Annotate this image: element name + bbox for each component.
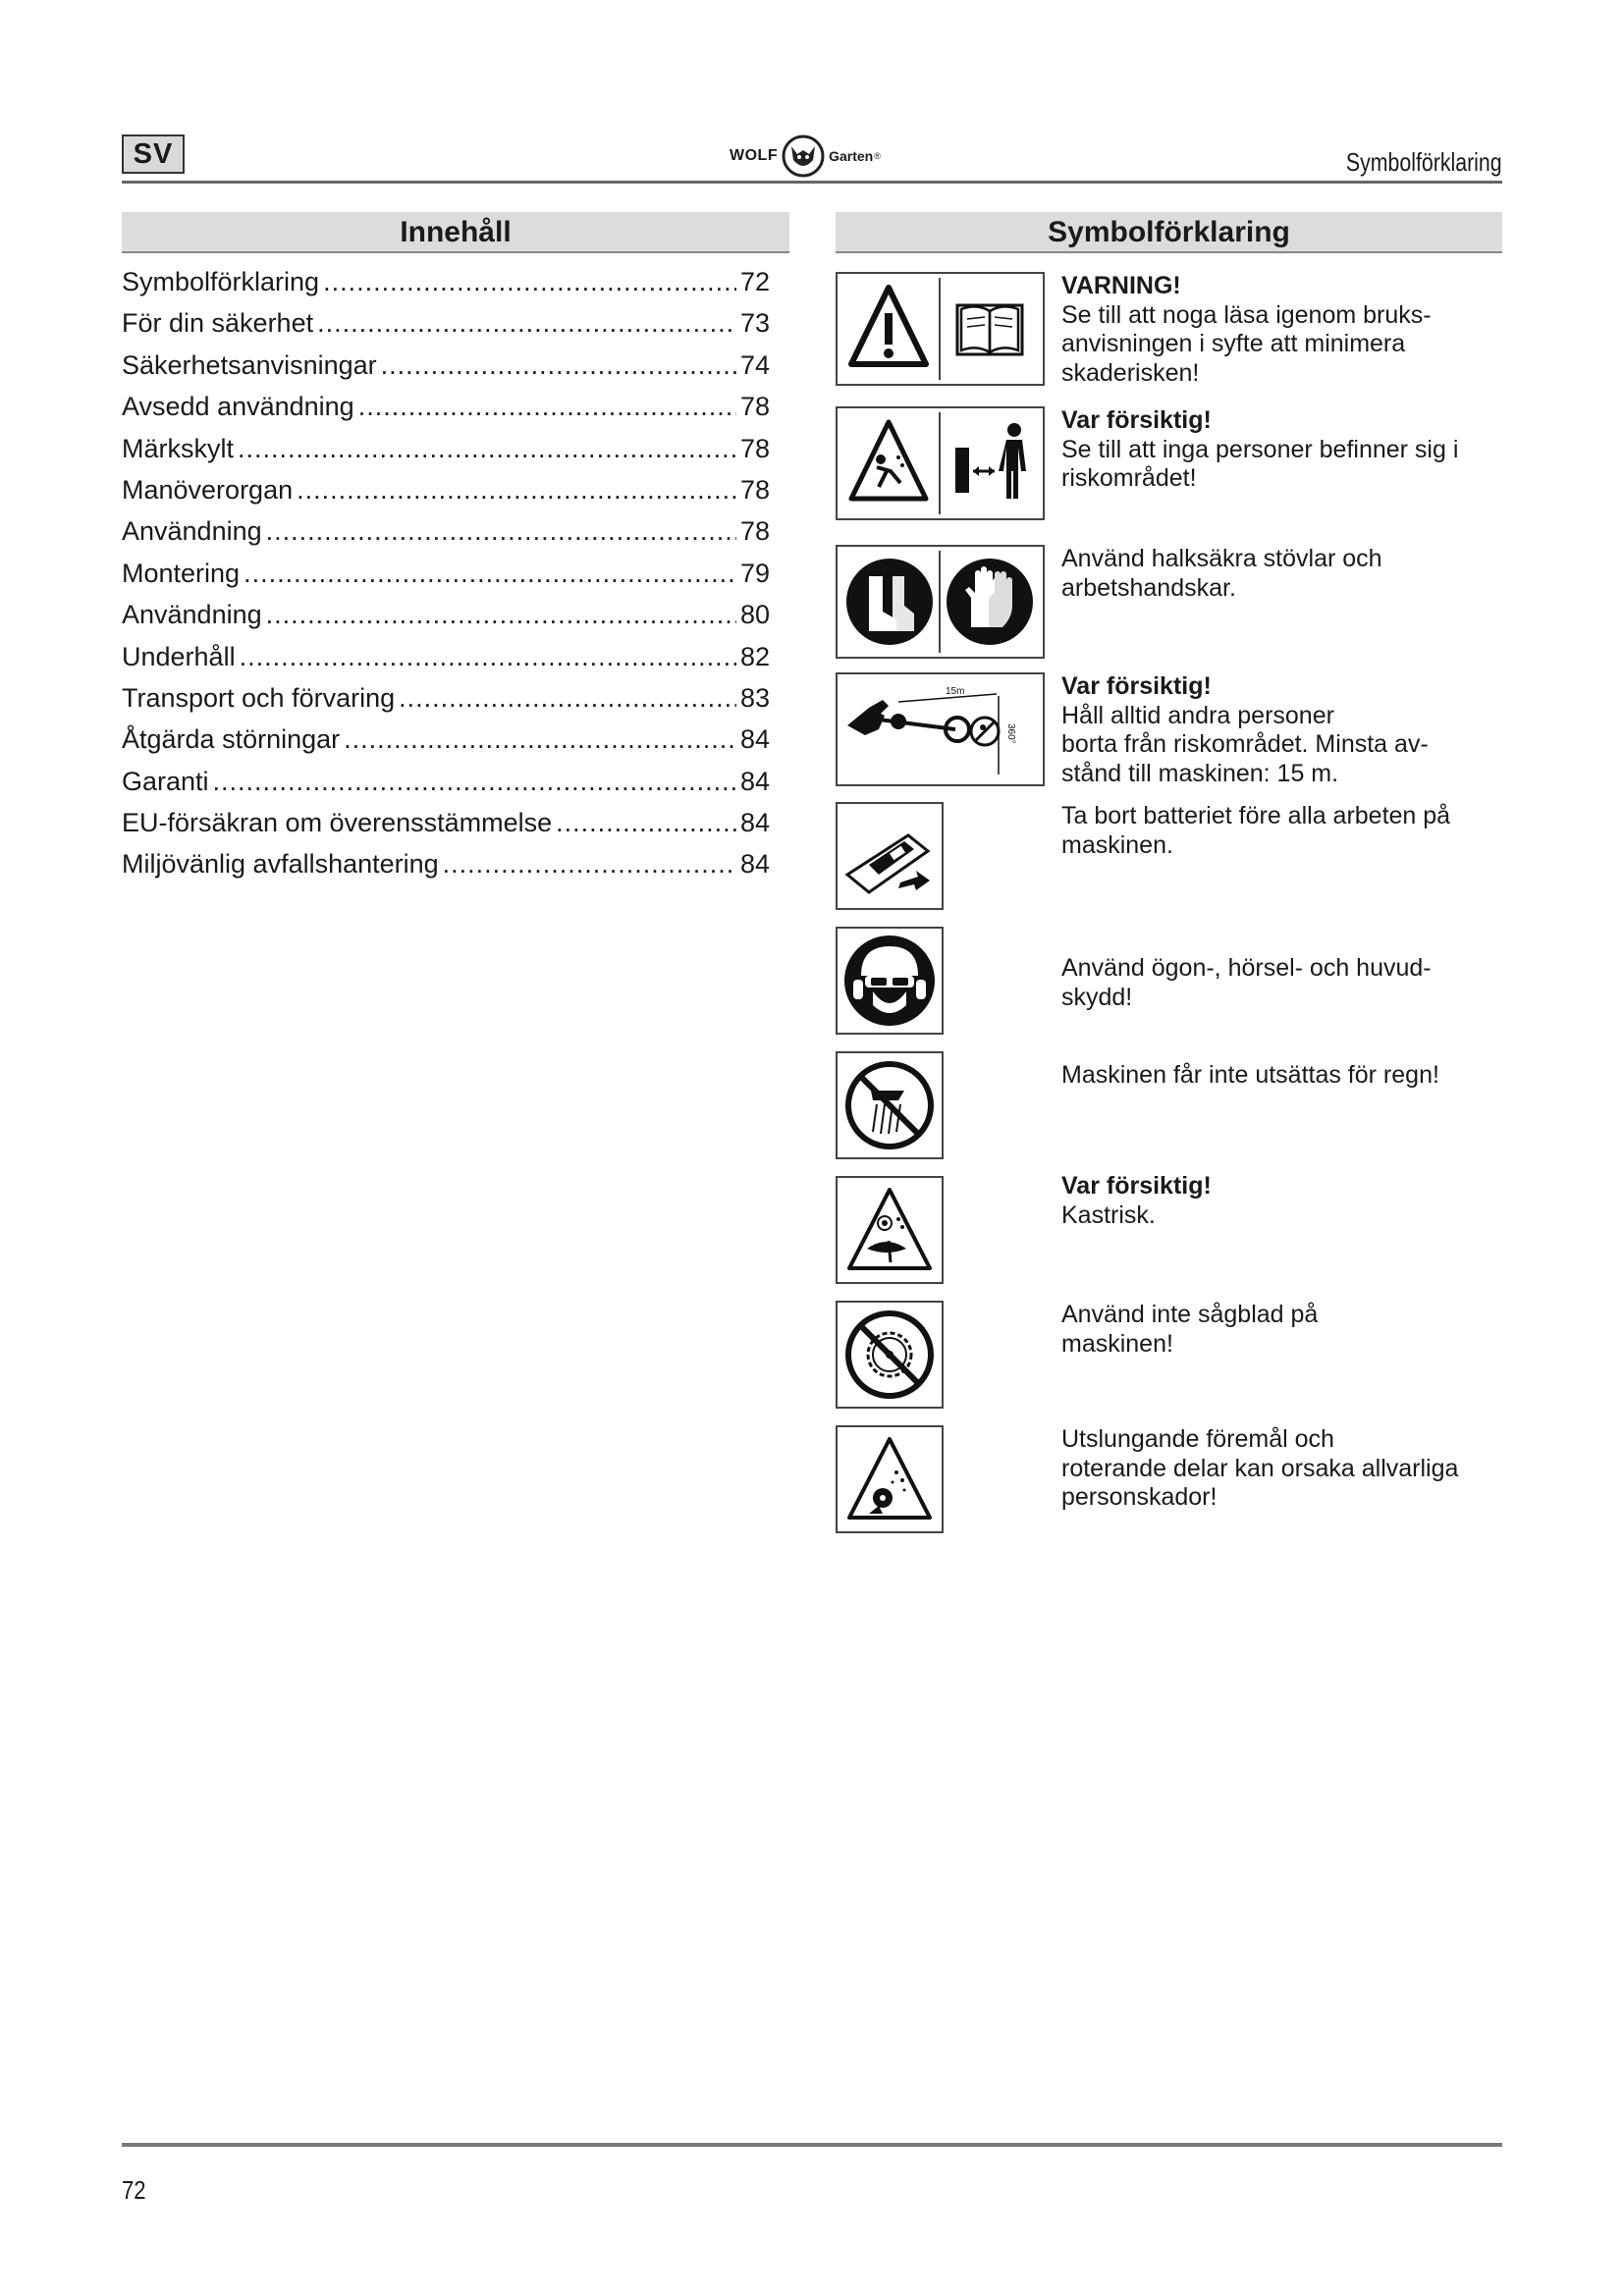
- arrow-icon: [898, 871, 930, 890]
- symbol-description: VARNING! Se till att noga läsa igenom bruks- anvisningen i syfte att minimera skaderisken!: [1061, 272, 1432, 387]
- symbol-description: Använd ögon-, hörsel- och huvud- skydd!: [1061, 954, 1432, 1011]
- toc-entry[interactable]: Montering ..... 79: [122, 559, 770, 600]
- toc-entry[interactable]: Garanti ..... 84: [122, 767, 770, 808]
- symbol-description: Maskinen får inte utsättas för regn!: [1061, 1061, 1439, 1089]
- no-saw-blade-sign: [836, 1301, 944, 1409]
- footer-divider: [122, 2143, 1502, 2147]
- toc-entry[interactable]: Åtgärda störningar ..... 84: [122, 724, 770, 766]
- throw-risk-triangle-icon: [849, 1190, 930, 1268]
- brand-logo: WOLF Garten ®: [730, 129, 881, 184]
- ejected-objects-sign: [836, 1425, 944, 1533]
- page-number: 72: [122, 2175, 146, 2205]
- symbol-description: Utslungande föremål och roterande delar kan orsaka allvarliga personskador!: [1061, 1425, 1459, 1511]
- symbol-description: Var försiktig! Håll alltid andra personer borta från riskområdet. Minsta av- stånd till maskinen: 15 m.: [1061, 672, 1429, 787]
- toc-entry[interactable]: Användning ..... 80: [122, 600, 770, 641]
- toc-entry[interactable]: För din säkerhet ..... 73: [122, 308, 770, 349]
- toc-entry[interactable]: Avsedd användning ..... 78: [122, 392, 770, 433]
- symbol-description: Använd halksäkra stövlar och arbetshandskar.: [1061, 545, 1382, 602]
- symbol-description: Ta bort batteriet före alla arbeten på maskinen.: [1061, 802, 1451, 859]
- symbols-title: Symbolförklaring: [836, 212, 1502, 253]
- toc-entry[interactable]: Märkskylt ..... 78: [122, 434, 770, 475]
- ppe-head-sign: [836, 927, 944, 1035]
- toc-entry[interactable]: Underhåll ..... 82: [122, 642, 770, 683]
- ejected-objects-triangle-icon: [849, 1439, 930, 1518]
- logo-text-right: Garten: [829, 148, 874, 164]
- symbol-description: Var försiktig! Kastrisk.: [1061, 1172, 1212, 1229]
- throw-risk-sign: [836, 1176, 944, 1284]
- toc-title: Innehåll: [122, 212, 789, 253]
- toc-entry[interactable]: Manöverorgan ..... 78: [122, 475, 770, 516]
- toc-entry[interactable]: Transport och förvaring ..... 83: [122, 683, 770, 724]
- header-divider: [122, 181, 1502, 184]
- no-saw-blade-icon: [848, 1313, 931, 1396]
- warning-triangle-icon: [851, 288, 926, 364]
- header-title: Symbolförklaring: [1346, 147, 1502, 177]
- toc-entry[interactable]: Säkerhetsanvisningar ..... 74: [122, 350, 770, 392]
- toc-entry[interactable]: Användning ..... 78: [122, 516, 770, 558]
- angle-label: 360°: [1005, 723, 1016, 744]
- distance-label: 15m: [946, 686, 965, 697]
- toc-entry[interactable]: EU-försäkran om överensstämmelse ..... 84: [122, 808, 770, 849]
- symbol-description: Var försiktig! Se till att inga personer befinner sig i riskområdet!: [1061, 406, 1459, 492]
- no-rain-icon: [848, 1064, 931, 1147]
- language-badge: SV: [122, 134, 185, 174]
- distance-person-icon: [955, 423, 1026, 499]
- remove-battery-sign: [836, 802, 944, 910]
- toc-entry[interactable]: Symbolförklaring ..... 72: [122, 267, 770, 308]
- safety-gloves-icon: [947, 559, 1033, 645]
- no-person-icon: [971, 718, 999, 745]
- thrown-objects-triangle-icon: [851, 422, 926, 499]
- symbol-description: Använd inte sågblad på maskinen!: [1061, 1301, 1319, 1358]
- protective-gear-sign: [836, 545, 1045, 659]
- table-of-contents: [122, 267, 770, 891]
- bystander-warning-sign: [836, 406, 1045, 520]
- wolf-head-icon: [782, 134, 825, 178]
- no-rain-sign: [836, 1051, 944, 1159]
- manual-book-icon: [957, 305, 1022, 354]
- warning-manual-sign: [836, 272, 1045, 386]
- toc-entry[interactable]: Miljövänlig avfallshantering ..... 84: [122, 849, 770, 890]
- helmet-goggles-icon: [844, 935, 935, 1026]
- safety-distance-sign: [836, 672, 1045, 786]
- safety-boots-icon: [846, 559, 933, 645]
- trimmer-operator-icon: [847, 700, 969, 741]
- logo-text-left: WOLF: [730, 147, 779, 164]
